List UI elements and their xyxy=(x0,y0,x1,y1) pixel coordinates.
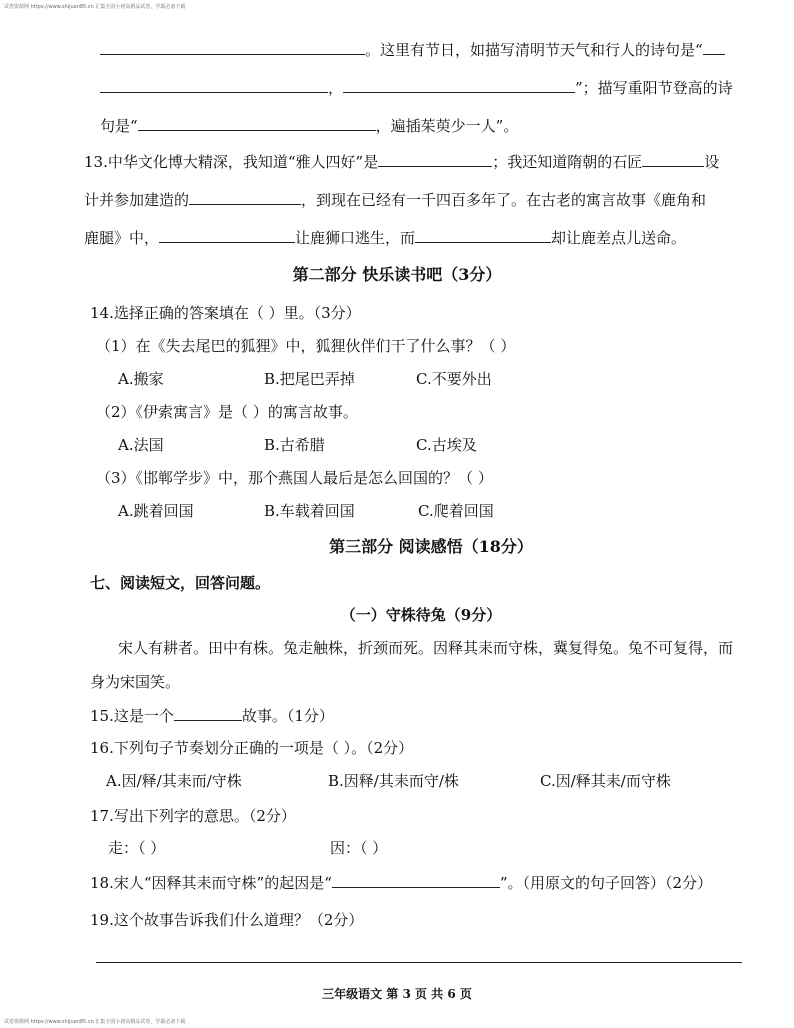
question-13-line-2 xyxy=(84,190,706,210)
option-b[interactable]: B.因释/其耒而守/株 xyxy=(328,772,459,790)
answer-blank[interactable] xyxy=(138,116,376,131)
answer-blank[interactable] xyxy=(174,706,242,721)
option-a[interactable]: A.因/释/其耒而/守株 xyxy=(106,772,242,790)
answer-blank[interactable] xyxy=(159,228,295,243)
question-15 xyxy=(90,706,334,726)
poem-line-2 xyxy=(100,78,733,98)
text: 18.宋人“因释其耒而守株”的起因是“ xyxy=(90,874,332,892)
answer-blank[interactable] xyxy=(642,152,704,167)
text: 让鹿狮口逃生，而 xyxy=(295,229,416,247)
option-b[interactable]: B.把尾巴弄掉 xyxy=(264,370,355,388)
answer-blank[interactable] xyxy=(378,152,492,167)
question-14-1: （1）在《失去尾巴的狐狸》中，狐狸伙伴们干了什么事？（ ） xyxy=(96,337,516,355)
passage-title: （一）守株待兔（9分） xyxy=(340,606,502,624)
text: ”。（用原文的句子回答）（2分） xyxy=(499,874,713,892)
option-c[interactable]: C.古埃及 xyxy=(416,436,477,454)
text: ，到现在已经有一千四百多年了。在古老的寓言故事《鹿角和 xyxy=(301,191,707,209)
question-16: 16.下列句子节奏划分正确的一项是（ ）。（2分） xyxy=(90,739,414,757)
option-b[interactable]: B.古希腊 xyxy=(264,436,325,454)
question-14: 14.选择正确的答案填在（ ）里。（3分） xyxy=(90,304,361,322)
option-b[interactable]: B.车载着回国 xyxy=(264,502,355,520)
option-a[interactable]: A.法国 xyxy=(118,436,164,454)
watermark-top: 试卷资源网 https://www.shijuan85.cn 汇集全国小初高精品试卷，学霸必备下载 xyxy=(4,4,186,10)
option-c[interactable]: C.爬着回国 xyxy=(418,502,494,520)
text: 设 xyxy=(704,153,720,171)
part3-title: 第三部分 阅读感悟（18分） xyxy=(329,537,533,556)
text: ”；描写重阳节登高的诗 xyxy=(575,79,733,97)
question-14-3: （3）《邯郸学步》中，那个燕国人最后是怎么回国的？（ ） xyxy=(96,469,493,487)
option-a[interactable]: A.跳着回国 xyxy=(118,502,194,520)
question-14-2: （2）《伊索寓言》是（ ）的寓言故事。 xyxy=(96,403,358,421)
text: 计并参加建造的 xyxy=(84,191,190,209)
text: 13.中华文化博大精深，我知道“雅人四好”是 xyxy=(84,153,379,171)
option-a[interactable]: A.搬家 xyxy=(118,370,164,388)
text: ， xyxy=(328,79,344,97)
answer-line[interactable] xyxy=(96,962,742,963)
answer-blank[interactable] xyxy=(703,40,725,55)
question-13-line-3 xyxy=(84,228,686,248)
question-17-b: 因：（ ） xyxy=(330,839,388,857)
poem-line-3 xyxy=(100,116,518,136)
text: 15.这是一个 xyxy=(90,707,174,725)
poem-line-1 xyxy=(100,40,725,60)
question-18 xyxy=(90,873,712,893)
text: 。这里有节日，如描写清明节天气和行人的诗句是“ xyxy=(365,41,703,59)
option-c[interactable]: C.因/释其耒/而守株 xyxy=(540,772,671,790)
text: 鹿腿》中， xyxy=(84,229,160,247)
answer-blank[interactable] xyxy=(415,228,551,243)
part2-title: 第二部分 快乐读书吧（3分） xyxy=(292,265,502,284)
question-17: 17.写出下列字的意思。（2分） xyxy=(90,807,296,825)
text: ；我还知道隋朝的石匠 xyxy=(492,153,643,171)
question-13-line-1 xyxy=(84,152,719,172)
passage-line-2: 身为宋国笑。 xyxy=(90,673,181,691)
text: 故事。（1分） xyxy=(241,707,334,725)
answer-blank[interactable] xyxy=(100,78,328,93)
answer-blank[interactable] xyxy=(332,873,500,888)
answer-blank[interactable] xyxy=(189,190,301,205)
option-c[interactable]: C.不要外出 xyxy=(416,370,492,388)
watermark-bottom: 试卷资源网 https://www.shijuan85.cn 汇集全国小初高精品试卷，学霸必备下载 xyxy=(4,1019,186,1025)
text: 句是“ xyxy=(100,117,138,135)
question-17-a: 走：（ ） xyxy=(108,839,166,857)
page-footer: 三年级语文 第 3 页 共 6 页 xyxy=(322,987,472,1001)
question-19: 19.这个故事告诉我们什么道理？（2分） xyxy=(90,911,364,929)
section-7-heading: 七、阅读短文，回答问题。 xyxy=(90,574,271,592)
answer-blank[interactable] xyxy=(100,40,365,55)
passage-line-1: 宋人有耕者。田中有株。兔走触株，折颈而死。因释其耒而守株，冀复得兔。兔不可复得，而 xyxy=(118,639,734,657)
text: ，遍插茱萸少一人”。 xyxy=(375,117,519,135)
text: 却让鹿差点儿送命。 xyxy=(551,229,687,247)
answer-blank[interactable] xyxy=(343,78,575,93)
